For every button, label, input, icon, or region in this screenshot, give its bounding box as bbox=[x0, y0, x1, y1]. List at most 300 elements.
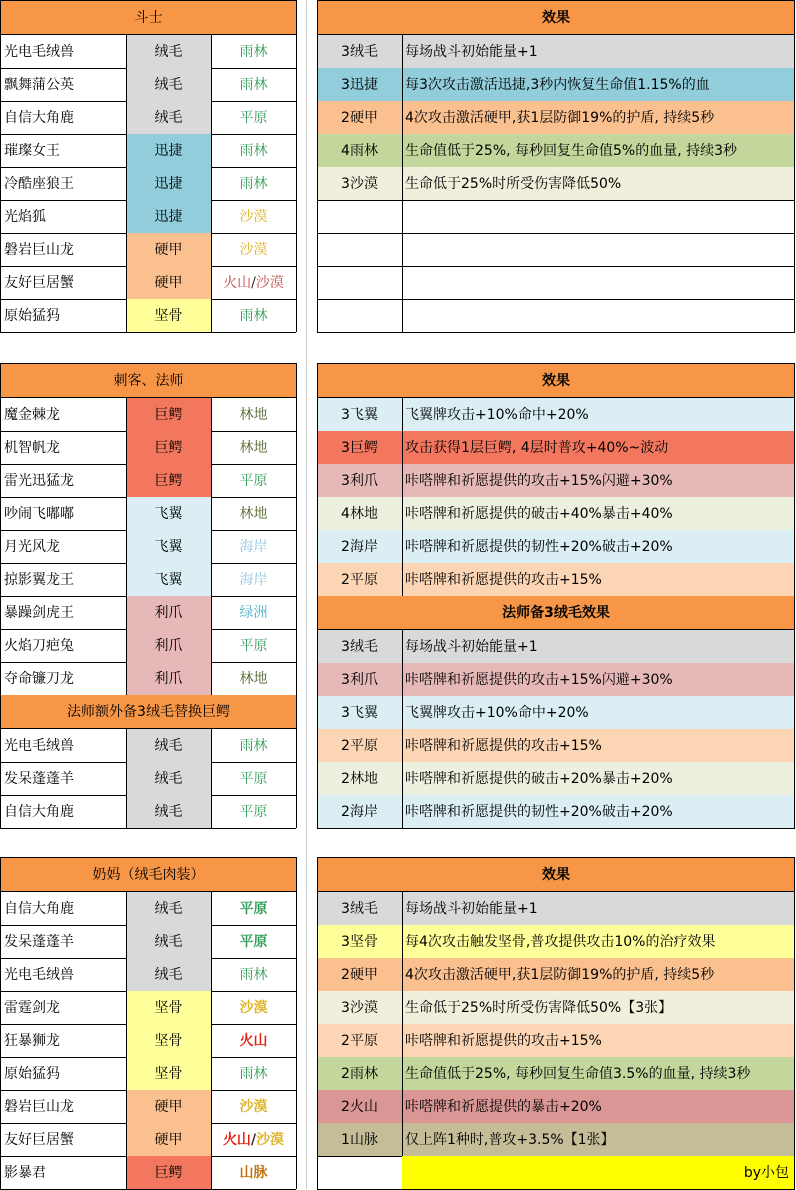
unit-terrain: 林地 bbox=[239, 406, 268, 423]
cell-border bbox=[317, 925, 318, 958]
cell-border bbox=[794, 563, 795, 596]
cell-border bbox=[317, 363, 795, 364]
grid-line bbox=[306, 0, 307, 1189]
cell-border bbox=[0, 497, 1, 530]
cell-border bbox=[0, 729, 1, 762]
cell-border bbox=[0, 991, 1, 1024]
cell-border bbox=[402, 299, 403, 332]
cell-border bbox=[0, 332, 296, 333]
cell-border bbox=[296, 1090, 297, 1123]
unit-name: 魔金棘龙 bbox=[4, 406, 60, 423]
unit-name: 自信大角鹿 bbox=[4, 109, 74, 126]
cell-border bbox=[317, 364, 318, 397]
cell-border bbox=[126, 68, 127, 101]
cell-border bbox=[794, 1057, 795, 1090]
unit-terrain: 雨林 bbox=[239, 1065, 268, 1082]
cell-border bbox=[296, 662, 297, 695]
cell-border bbox=[296, 167, 297, 200]
unit-terrain: 火山 / 沙漠 bbox=[222, 1131, 285, 1148]
cell-border bbox=[794, 663, 795, 696]
unit-trait: 坚骨 bbox=[126, 1057, 211, 1090]
cell-border bbox=[211, 762, 212, 795]
cell-border bbox=[317, 563, 318, 596]
cell-border bbox=[794, 134, 795, 167]
cell-border bbox=[402, 762, 403, 795]
cell-border bbox=[794, 729, 795, 762]
cell-border bbox=[126, 795, 127, 828]
cell-border bbox=[211, 35, 212, 68]
cell-border bbox=[317, 857, 795, 858]
cell-border bbox=[317, 530, 318, 563]
effect-text: 咔嗒牌和祈愿提供的破击+20%暴击+20% bbox=[402, 762, 795, 795]
effect-text: 4次攻击激活硬甲,获1层防御19%的护盾, 持续5秒 bbox=[402, 958, 795, 991]
cell-border bbox=[296, 858, 297, 891]
cell-border bbox=[0, 68, 1, 101]
cell-border bbox=[317, 299, 795, 300]
effect-text: 飞翼牌攻击+10%命中+20% bbox=[402, 696, 795, 729]
unit-name: 火焰刀疤兔 bbox=[4, 637, 74, 654]
cell-border bbox=[317, 958, 318, 991]
cell-border bbox=[0, 0, 297, 1]
cell-border bbox=[126, 629, 127, 662]
cell-border bbox=[126, 233, 127, 266]
effect-text: 咔嗒牌和祈愿提供的攻击+15%闪避+30% bbox=[402, 464, 795, 497]
cell-border bbox=[402, 958, 403, 991]
cell-border bbox=[794, 1, 795, 34]
effect-text: 攻击获得1层巨鳄, 4层时普攻+40%~波动 bbox=[402, 431, 795, 464]
cell-border bbox=[211, 431, 212, 464]
cell-border bbox=[402, 134, 403, 167]
cell-border bbox=[794, 266, 795, 299]
unit-terrain: 平原 bbox=[239, 933, 268, 950]
cell-border bbox=[296, 958, 297, 991]
cell-border bbox=[296, 695, 297, 728]
cell-border bbox=[794, 892, 795, 925]
cell-border bbox=[211, 563, 212, 596]
effect-tag: 3沙漠 bbox=[317, 167, 402, 200]
unit-trait: 硬甲 bbox=[126, 1090, 211, 1123]
cell-border bbox=[402, 1024, 403, 1057]
cell-border bbox=[0, 1, 1, 34]
cell-border bbox=[794, 364, 795, 397]
cell-border bbox=[296, 563, 297, 596]
unit-trait: 硬甲 bbox=[126, 233, 211, 266]
cell-border bbox=[317, 858, 318, 891]
cell-border bbox=[211, 299, 212, 332]
unit-trait: 绒毛 bbox=[126, 762, 211, 795]
cell-border bbox=[317, 398, 318, 431]
effect-text: 仅上阵1种时,普攻+3.5%【1张】 bbox=[402, 1123, 795, 1156]
unit-trait: 坚骨 bbox=[126, 299, 211, 332]
cell-border bbox=[126, 991, 127, 1024]
cell-border bbox=[296, 266, 297, 299]
cell-border bbox=[317, 266, 795, 267]
cell-border bbox=[794, 35, 795, 68]
cell-border bbox=[126, 398, 127, 431]
cell-border bbox=[402, 1057, 403, 1090]
cell-border bbox=[317, 299, 318, 332]
effect-text: 生命值低于25%, 每秒回复生命值5%的血量, 持续3秒 bbox=[402, 134, 795, 167]
cell-border bbox=[402, 795, 403, 828]
cell-border bbox=[211, 398, 212, 431]
unit-name: 磐岩巨山龙 bbox=[4, 241, 74, 258]
unit-trait: 绒毛 bbox=[126, 729, 211, 762]
unit-trait: 硬甲 bbox=[126, 266, 211, 299]
effect-text: 飞翼牌攻击+10%命中+20% bbox=[402, 398, 795, 431]
cell-border bbox=[317, 0, 795, 1]
cell-border bbox=[211, 1090, 212, 1123]
cell-border bbox=[794, 795, 795, 828]
effect-text: 咔嗒牌和祈愿提供的攻击+15% bbox=[402, 563, 795, 596]
unit-terrain: 海岸 bbox=[239, 538, 268, 555]
cell-border bbox=[402, 925, 403, 958]
cell-border bbox=[211, 596, 212, 629]
cell-border bbox=[317, 828, 795, 829]
effect-text: 生命低于25%时所受伤害降低50%【3张】 bbox=[402, 991, 795, 1024]
cell-border bbox=[0, 363, 297, 364]
cell-border bbox=[296, 233, 297, 266]
effect-text: 每3次攻击激活迅捷,3秒内恢复生命值1.15%的血 bbox=[402, 68, 795, 101]
cell-border bbox=[126, 662, 127, 695]
unit-trait: 飞翼 bbox=[126, 563, 211, 596]
cell-border bbox=[0, 858, 1, 891]
effect-tag: 2雨林 bbox=[317, 1057, 402, 1090]
unit-terrain: 雨林 bbox=[239, 307, 268, 324]
unit-name: 发呆蓬蓬羊 bbox=[4, 770, 74, 787]
unit-terrain: 沙漠 bbox=[239, 1098, 268, 1115]
unit-name: 原始猛犸 bbox=[4, 307, 60, 324]
unit-terrain: 平原 bbox=[239, 472, 268, 489]
cell-border bbox=[126, 431, 127, 464]
cell-border bbox=[0, 596, 1, 629]
effect-text: 生命值低于25%, 每秒回复生命值3.5%的血量, 持续3秒 bbox=[402, 1057, 795, 1090]
effect-text: 每场战斗初始能量+1 bbox=[402, 892, 795, 925]
cell-border bbox=[317, 101, 318, 134]
cell-border bbox=[296, 464, 297, 497]
cell-border bbox=[794, 925, 795, 958]
cell-border bbox=[0, 1024, 1, 1057]
cell-border bbox=[317, 1156, 318, 1189]
unit-name: 光电毛绒兽 bbox=[4, 43, 74, 60]
cell-border bbox=[126, 925, 127, 958]
cell-border bbox=[126, 892, 127, 925]
cell-border bbox=[0, 1057, 1, 1090]
section-title: 斗士 bbox=[1, 1, 296, 34]
cell-border bbox=[296, 68, 297, 101]
cell-border bbox=[126, 596, 127, 629]
cell-border bbox=[126, 134, 127, 167]
effect-tag: 1山脉 bbox=[317, 1123, 402, 1156]
cell-border bbox=[0, 134, 1, 167]
cell-border bbox=[296, 762, 297, 795]
unit-terrain: 沙漠 bbox=[239, 241, 268, 258]
cell-border bbox=[794, 858, 795, 891]
cell-border bbox=[794, 530, 795, 563]
cell-border bbox=[0, 464, 1, 497]
cell-border bbox=[296, 398, 297, 431]
cell-border bbox=[794, 101, 795, 134]
cell-border bbox=[296, 431, 297, 464]
cell-border bbox=[317, 892, 318, 925]
cell-border bbox=[402, 696, 403, 729]
unit-name: 友好巨居蟹 bbox=[4, 1131, 74, 1148]
cell-border bbox=[794, 762, 795, 795]
cell-border bbox=[211, 991, 212, 1024]
cell-border bbox=[402, 729, 403, 762]
cell-border bbox=[296, 925, 297, 958]
cell-border bbox=[296, 497, 297, 530]
cell-border bbox=[211, 629, 212, 662]
cell-border bbox=[0, 629, 1, 662]
cell-border bbox=[211, 1024, 212, 1057]
effect-text: 咔嗒牌和祈愿提供的韧性+20%破击+20% bbox=[402, 795, 795, 828]
unit-name: 吵闹飞嘟嘟 bbox=[4, 505, 74, 522]
cell-border bbox=[317, 134, 318, 167]
effect-tag: 3巨鳄 bbox=[317, 431, 402, 464]
unit-trait: 绒毛 bbox=[126, 958, 211, 991]
cell-border bbox=[794, 1123, 795, 1156]
cell-border bbox=[0, 1090, 1, 1123]
cell-border bbox=[296, 1057, 297, 1090]
unit-trait: 巨鳄 bbox=[126, 1156, 211, 1189]
cell-border bbox=[0, 299, 1, 332]
cell-border bbox=[126, 1156, 127, 1189]
cell-border bbox=[794, 991, 795, 1024]
effect-text: 咔嗒牌和祈愿提供的攻击+15%闪避+30% bbox=[402, 663, 795, 696]
effect-text: 咔嗒牌和祈愿提供的破击+40%暴击+40% bbox=[402, 497, 795, 530]
cell-border bbox=[794, 1090, 795, 1123]
effect-tag: 3绒毛 bbox=[317, 892, 402, 925]
unit-trait: 绒毛 bbox=[126, 35, 211, 68]
cell-border bbox=[402, 892, 403, 925]
cell-border bbox=[0, 958, 1, 991]
cell-border bbox=[126, 1123, 127, 1156]
cell-border bbox=[317, 464, 318, 497]
effect-tag: 3绒毛 bbox=[317, 630, 402, 663]
cell-border bbox=[794, 233, 795, 266]
cell-border bbox=[296, 35, 297, 68]
cell-border bbox=[317, 167, 318, 200]
cell-border bbox=[317, 630, 318, 663]
section-title: 奶妈（绒毛肉装） bbox=[1, 858, 296, 891]
unit-terrain: 平原 bbox=[239, 109, 268, 126]
cell-border bbox=[296, 1123, 297, 1156]
unit-name: 飘舞蒲公英 bbox=[4, 76, 74, 93]
cell-border bbox=[317, 696, 318, 729]
sub-effect-header: 法师备3绒毛效果 bbox=[317, 596, 795, 629]
cell-border bbox=[126, 200, 127, 233]
cell-border bbox=[211, 497, 212, 530]
cell-border bbox=[211, 1057, 212, 1090]
cell-border bbox=[0, 200, 1, 233]
cell-border bbox=[317, 1123, 318, 1156]
cell-border bbox=[794, 596, 795, 629]
cell-border bbox=[0, 530, 1, 563]
unit-terrain: 雨林 bbox=[239, 966, 268, 983]
cell-border bbox=[296, 1024, 297, 1057]
cell-border bbox=[794, 299, 795, 332]
effect-tag: 3坚骨 bbox=[317, 925, 402, 958]
unit-trait: 利爪 bbox=[126, 596, 211, 629]
cell-border bbox=[211, 233, 212, 266]
unit-trait: 绒毛 bbox=[126, 101, 211, 134]
cell-border bbox=[126, 35, 127, 68]
cell-border bbox=[126, 1024, 127, 1057]
cell-border bbox=[402, 233, 403, 266]
unit-name: 光焰狐 bbox=[4, 208, 46, 225]
cell-border bbox=[0, 563, 1, 596]
unit-terrain: 雨林 bbox=[239, 737, 268, 754]
cell-border bbox=[126, 762, 127, 795]
cell-border bbox=[402, 266, 403, 299]
unit-name: 影暴君 bbox=[4, 1164, 46, 1181]
cell-border bbox=[402, 35, 403, 68]
cell-border bbox=[126, 464, 127, 497]
cell-border bbox=[317, 1090, 318, 1123]
unit-trait: 利爪 bbox=[126, 662, 211, 695]
cell-border bbox=[402, 167, 403, 200]
cell-border bbox=[0, 431, 1, 464]
cell-border bbox=[126, 167, 127, 200]
effect-tag: 2火山 bbox=[317, 1090, 402, 1123]
unit-terrain: 平原 bbox=[239, 803, 268, 820]
unit-trait: 巨鳄 bbox=[126, 464, 211, 497]
cell-border bbox=[211, 1123, 212, 1156]
unit-terrain: 山脉 bbox=[239, 1164, 268, 1181]
cell-border bbox=[126, 266, 127, 299]
unit-terrain: 雨林 bbox=[239, 43, 268, 60]
unit-trait: 坚骨 bbox=[126, 991, 211, 1024]
cell-border bbox=[317, 729, 318, 762]
unit-trait: 迅捷 bbox=[126, 167, 211, 200]
cell-border bbox=[0, 762, 1, 795]
cell-border bbox=[0, 925, 1, 958]
cell-border bbox=[317, 497, 318, 530]
cell-border bbox=[794, 464, 795, 497]
cell-border bbox=[402, 530, 403, 563]
cell-border bbox=[0, 892, 1, 925]
cell-border bbox=[296, 629, 297, 662]
cell-border bbox=[296, 299, 297, 332]
cell-border bbox=[794, 1156, 795, 1189]
cell-border bbox=[794, 630, 795, 663]
unit-trait: 巨鳄 bbox=[126, 398, 211, 431]
cell-border bbox=[211, 68, 212, 101]
effect-text: 生命低于25%时所受伤害降低50% bbox=[402, 167, 795, 200]
cell-border bbox=[317, 431, 318, 464]
unit-name: 冷酷座狼王 bbox=[4, 175, 74, 192]
cell-border bbox=[0, 364, 1, 397]
section-title: 刺客、法师 bbox=[1, 364, 296, 397]
unit-name: 璀璨女王 bbox=[4, 142, 60, 159]
cell-border bbox=[794, 398, 795, 431]
unit-terrain: 雨林 bbox=[239, 76, 268, 93]
cell-border bbox=[126, 1090, 127, 1123]
cell-border bbox=[296, 596, 297, 629]
effect-header: 效果 bbox=[317, 1, 795, 34]
effect-tag: 3利爪 bbox=[317, 464, 402, 497]
cell-border bbox=[317, 1057, 318, 1090]
cell-border bbox=[211, 167, 212, 200]
unit-trait: 利爪 bbox=[126, 629, 211, 662]
effect-text: 咔嗒牌和祈愿提供的攻击+15% bbox=[402, 1024, 795, 1057]
unit-terrain: 林地 bbox=[239, 670, 268, 687]
cell-border bbox=[794, 958, 795, 991]
unit-terrain: 火山 bbox=[239, 1032, 268, 1049]
effect-tag: 3沙漠 bbox=[317, 991, 402, 1024]
cell-border bbox=[317, 233, 795, 234]
unit-terrain: 沙漠 bbox=[239, 208, 268, 225]
effect-tag: 4雨林 bbox=[317, 134, 402, 167]
effect-tag: 2硬甲 bbox=[317, 958, 402, 991]
cell-border bbox=[296, 1, 297, 34]
cell-border bbox=[317, 795, 318, 828]
cell-border bbox=[317, 35, 318, 68]
cell-border bbox=[211, 464, 212, 497]
unit-name: 磐岩巨山龙 bbox=[4, 1098, 74, 1115]
effect-tag: 3飞翼 bbox=[317, 398, 402, 431]
cell-border bbox=[402, 991, 403, 1024]
cell-border bbox=[794, 1024, 795, 1057]
cell-border bbox=[211, 795, 212, 828]
cell-border bbox=[317, 68, 318, 101]
cell-border bbox=[296, 795, 297, 828]
cell-border bbox=[317, 762, 318, 795]
cell-border bbox=[211, 530, 212, 563]
unit-terrain: 绿洲 bbox=[239, 604, 268, 621]
cell-border bbox=[126, 729, 127, 762]
effect-text: 咔嗒牌和祈愿提供的韧性+20%破击+20% bbox=[402, 530, 795, 563]
unit-trait: 飞翼 bbox=[126, 497, 211, 530]
unit-name: 机智帆龙 bbox=[4, 439, 60, 456]
cell-border bbox=[0, 266, 1, 299]
cell-border bbox=[402, 497, 403, 530]
cell-border bbox=[317, 266, 318, 299]
cell-border bbox=[296, 101, 297, 134]
unit-terrain: 林地 bbox=[239, 505, 268, 522]
cell-border bbox=[0, 857, 297, 858]
cell-border bbox=[211, 925, 212, 958]
unit-trait: 飞翼 bbox=[126, 530, 211, 563]
cell-border bbox=[126, 958, 127, 991]
cell-border bbox=[402, 431, 403, 464]
effect-header: 效果 bbox=[317, 858, 795, 891]
cell-border bbox=[402, 563, 403, 596]
effect-tag: 2硬甲 bbox=[317, 101, 402, 134]
cell-border bbox=[126, 299, 127, 332]
cell-border bbox=[126, 497, 127, 530]
cell-border bbox=[211, 101, 212, 134]
unit-terrain: 沙漠 bbox=[239, 999, 268, 1016]
cell-border bbox=[296, 1156, 297, 1189]
cell-border bbox=[296, 134, 297, 167]
effect-text: 咔嗒牌和祈愿提供的攻击+15% bbox=[402, 729, 795, 762]
cell-border bbox=[402, 630, 403, 663]
unit-name: 掠影翼龙王 bbox=[4, 571, 74, 588]
cell-border bbox=[0, 695, 1, 728]
cell-border bbox=[317, 233, 318, 266]
cell-border bbox=[126, 1057, 127, 1090]
unit-name: 狂暴狮龙 bbox=[4, 1032, 60, 1049]
cell-border bbox=[402, 398, 403, 431]
cell-border bbox=[0, 662, 1, 695]
cell-border bbox=[317, 663, 318, 696]
cell-border bbox=[317, 200, 318, 233]
cell-border bbox=[794, 200, 795, 233]
effect-text: 每4次攻击触发坚骨,普攻提供攻击10%的治疗效果 bbox=[402, 925, 795, 958]
unit-name: 自信大角鹿 bbox=[4, 803, 74, 820]
cell-border bbox=[0, 1156, 1, 1189]
